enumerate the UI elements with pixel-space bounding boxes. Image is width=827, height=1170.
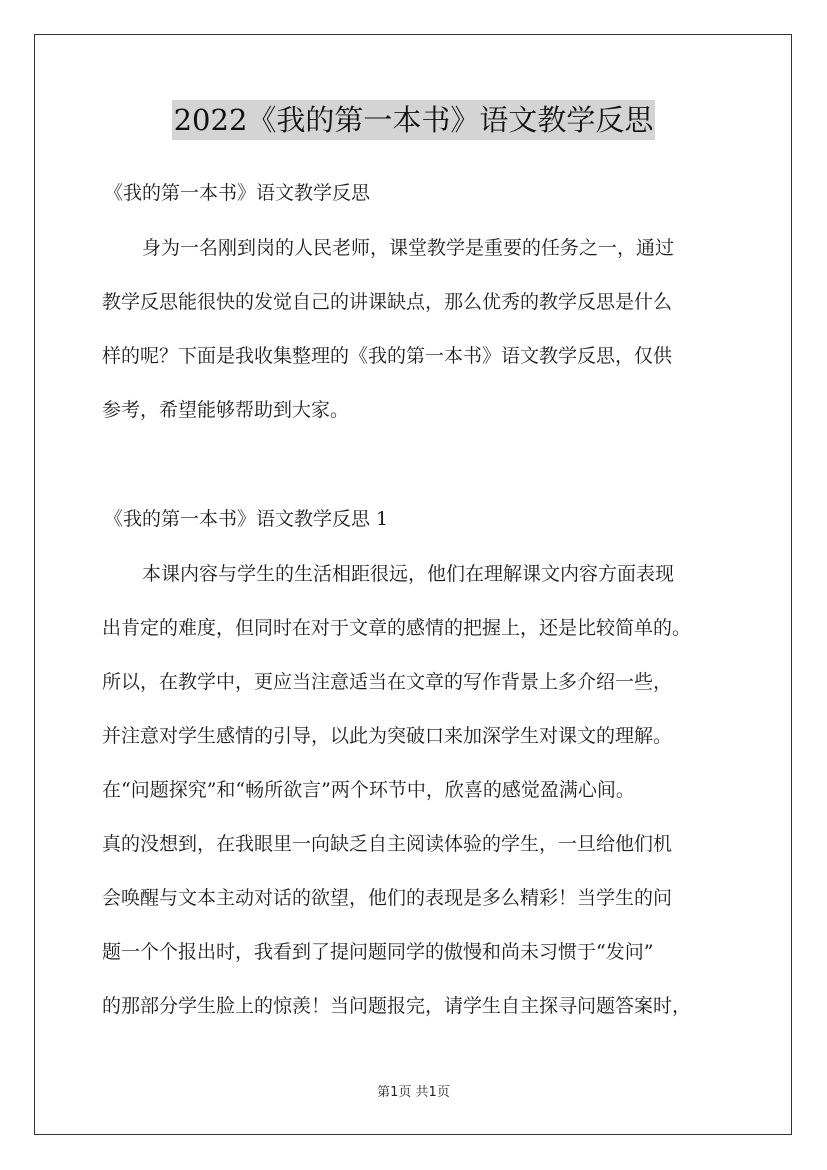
page-footer: 第1页 共1页 <box>377 1085 450 1100</box>
intro-line: 样的呢？下面是我收集整理的《我的第一本书》语文教学反思，仅供 <box>102 345 673 367</box>
section-heading: 《我的第一本书》语文教学反思 1 <box>104 508 389 530</box>
body-line: 所以，在教学中，更应当注意适当在文章的写作背景上多介绍一些， <box>102 671 673 693</box>
intro-line: 身为一名刚到岗的人民老师，课堂教学是重要的任务之一，通过 <box>142 237 675 259</box>
body-line: 本课内容与学生的生活相距很远，他们在理解课文内容方面表现 <box>142 563 675 585</box>
intro-line: 参考，希望能够帮助到大家。 <box>102 399 350 421</box>
body-line: 在“问题探究”和“畅所欲言”两个环节中，欣喜的感觉盈满心间。 <box>102 779 635 801</box>
body-line: 出肯定的难度，但同时在对于文章的感情的把握上，还是比较简单的。 <box>102 617 692 639</box>
title-container <box>0 100 827 140</box>
body-line: 会唤醒与文本主动对话的欲望，他们的表现是多么精彩！当学生的问 <box>102 887 673 909</box>
document-title: 2022《我的第一本书》语文教学反思 <box>172 100 656 140</box>
body-line: 并注意对学生感情的引导，以此为突破口来加深学生对课文的理解。 <box>102 725 673 747</box>
intro-line: 教学反思能很快的发觉自己的讲课缺点，那么优秀的教学反思是什么 <box>102 291 673 313</box>
body-line: 真的没想到，在我眼里一向缺乏自主阅读体验的学生，一旦给他们机 <box>102 833 673 855</box>
body-line: 的那部分学生脸上的惊羡！当问题报完，请学生自主探寻问题答案时， <box>102 995 692 1017</box>
body-line: 题一个个报出时，我看到了提问题同学的傲慢和尚未习惯于“发问” <box>102 941 654 963</box>
subtitle: 《我的第一本书》语文教学反思 <box>104 182 371 204</box>
